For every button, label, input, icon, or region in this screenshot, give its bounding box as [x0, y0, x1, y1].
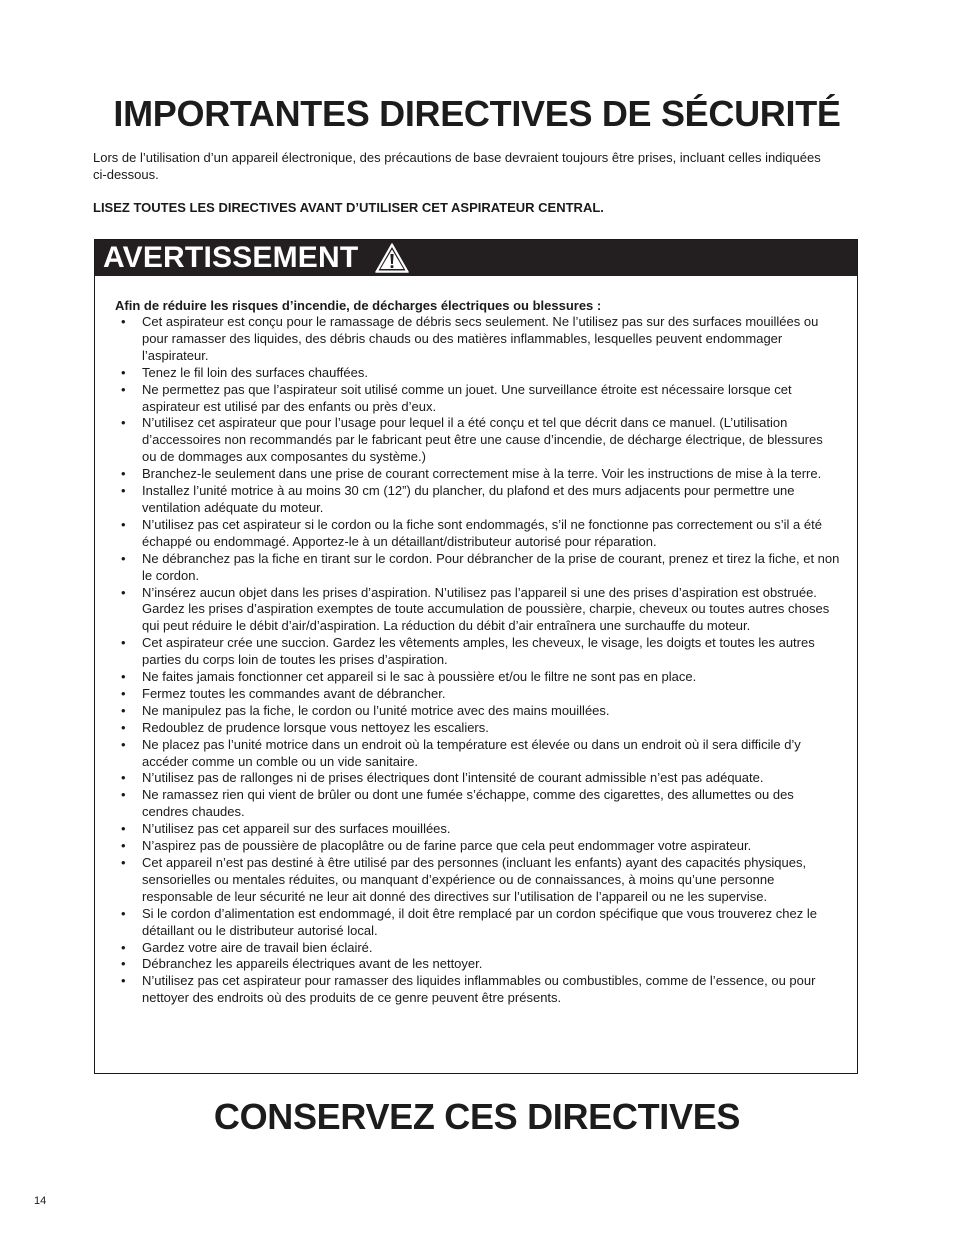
bullet: • [121, 719, 126, 735]
bullet: • [121, 770, 126, 786]
list-item [115, 635, 840, 669]
bullet: • [121, 787, 126, 803]
list-item-text: Ne placez pas l’unité motrice dans un endroit où la température est élevée ou dans un endroit où il sera difficile d’y accéder comme un comble ou un vide sanitaire. [142, 736, 801, 769]
list-item [115, 415, 840, 466]
list-item-text: N’utilisez pas cet appareil sur des surfaces mouillées. [142, 821, 451, 837]
list-item [115, 821, 840, 838]
list-item-text: Ne débranchez pas la fiche en tirant sur le cordon. Pour débrancher de la prise de courant, prenez et tirez la fiche, et non le cordon. [142, 550, 840, 583]
warning-banner [95, 240, 857, 276]
list-item-text: N’utilisez pas cet aspirateur pour ramasser des liquides inflammables ou combustibles, comme de l’essence, ou pour nettoyer des endroits où des produits de ce genre peuvent être présents. [142, 973, 816, 1006]
list-item [115, 551, 840, 585]
list-item-text: Tenez le fil loin des surfaces chauffées. [142, 364, 368, 380]
list-item [115, 906, 840, 940]
list-item-text: Fermez toutes les commandes avant de débrancher. [142, 685, 446, 701]
bullet: • [121, 550, 126, 566]
warning-box [94, 239, 858, 1074]
list-item-text: Ne ramassez rien qui vient de brûler ou dont une fumée s’échappe, comme des cigarettes, des allumettes ou des cendres chaudes. [142, 787, 794, 820]
list-item [115, 956, 840, 973]
bullet: • [121, 736, 126, 752]
warning-triangle-icon [374, 242, 410, 274]
bullet: • [121, 838, 126, 854]
bullet: • [121, 939, 126, 955]
bullet: • [121, 685, 126, 701]
list-item [115, 585, 840, 636]
list-item-text: Cet aspirateur est conçu pour le ramassage de débris secs seulement. Ne l’utilisez pas sur des surfaces mouillées ou pour ramasser des liquides, des débris chauds ou des matières inflammables, lesquelles peuvent endommager l’aspirateur. [142, 314, 819, 363]
list-item [115, 838, 840, 855]
list-item-text: Cet appareil n’est pas destiné à être utilisé par des personnes (incluant les enfants) ayant des capacités physiques, sensorielles ou mentales réduites, ou manquant d’expérience ou de connaissances, à moins qu’une personne responsable de leur sécurité ne leur ait donné des directives sur l’utilisation de l’appareil ou ne les supervise. [142, 855, 807, 904]
list-item [115, 770, 840, 787]
bullet: • [121, 669, 126, 685]
warning-intro: Afin de réduire les risques d’incendie, de décharges électriques ou blessures : [115, 298, 602, 313]
list-item [115, 483, 840, 517]
bullet: • [121, 516, 126, 532]
list-item-text: Débranchez les appareils électriques avant de les nettoyer. [142, 956, 483, 972]
bullet: • [121, 364, 126, 380]
list-item-text: Installez l’unité motrice à au moins 30 cm (12”) du plancher, du plafond et des murs adjacents pour permettre une ventilation adéquate du moteur. [142, 483, 795, 515]
bullet: • [121, 466, 126, 482]
list-item-text: N’utilisez cet aspirateur que pour l’usage pour lequel il a été conçu et tel que décrit dans ce manuel. (L’utilisation d’accessoires non recommandés par le fabricant peut être une cause d’incendie, de décharge électrique, de blessures ou de dommages aux composantes du système.) [142, 415, 823, 465]
list-item [115, 382, 840, 416]
list-item-text: Si le cordon d’alimentation est endommagé, il doit être remplacé par un cordon spécifique que vous trouverez chez le détaillant ou le distributeur autorisé local. [142, 905, 817, 938]
list-item-text: N’insérez aucun objet dans les prises d’aspiration. N’utilisez pas l’appareil si une des prises d’aspiration est obstruée. Gardez les prises d’aspiration exemptes de toute accumulation de poussière, charpie, cheveux ou toutes autres choses qui peut réduire le débit d’air/d’aspiration. La réduction du débit d’air entraînera une surchauffe du moteur. [142, 584, 830, 634]
list-item-text: Gardez votre aire de travail bien éclairé. [142, 939, 373, 955]
read-all-directive: LISEZ TOUTES LES DIRECTIVES AVANT D’UTILISER CET ASPIRATEUR CENTRAL. [93, 200, 604, 215]
bullet: • [121, 381, 126, 397]
bullet: • [121, 584, 126, 600]
warning-body [115, 297, 840, 1007]
list-item [115, 855, 840, 906]
list-item-text: Ne permettez pas que l’aspirateur soit utilisé comme un jouet. Une surveillance étroite est nécessaire lorsque cet aspirateur est utilisé par des enfants ou près d’eux. [142, 381, 792, 414]
bullet: • [121, 635, 126, 651]
list-item [115, 703, 840, 720]
list-item [115, 940, 840, 957]
list-item [115, 973, 840, 1007]
list-item [115, 365, 840, 382]
page-title: IMPORTANTES DIRECTIVES DE SÉCURITÉ [113, 93, 841, 134]
footer-title: CONSERVEZ CES DIRECTIVES [213, 1096, 741, 1137]
list-item-text: N’utilisez pas de rallonges ni de prises électriques dont l’intensité de courant admissible n’est pas adéquate. [142, 770, 764, 786]
list-item-text: Redoublez de prudence lorsque vous nettoyez les escaliers. [142, 719, 489, 735]
bullet: • [121, 821, 126, 837]
bullet: • [121, 956, 126, 972]
bullet: • [121, 415, 126, 431]
bullet: • [121, 973, 126, 989]
list-item [115, 720, 840, 737]
bullet: • [121, 483, 126, 499]
list-item-text: Ne manipulez pas la fiche, le cordon ou l’unité motrice avec des mains mouillées. [142, 702, 610, 718]
list-item [115, 686, 840, 703]
page-number: 14 [34, 1195, 47, 1207]
list-item-text: Ne faites jamais fonctionner cet appareil si le sac à poussière et/ou le filtre ne sont pas en place. [142, 669, 697, 685]
warning-list [115, 314, 840, 1007]
list-item-text: Branchez-le seulement dans une prise de courant correctement mise à la terre. Voir les instructions de mise à la terre. [142, 466, 822, 482]
list-item [115, 737, 840, 771]
warning-label: AVERTISSEMENT [103, 241, 359, 274]
list-item [115, 517, 840, 551]
list-item [115, 669, 840, 686]
list-item-text: Cet aspirateur crée une succion. Gardez les vêtements amples, les cheveux, le visage, les doigts et toutes les autres parties du corps loin de toutes les prises d’aspiration. [142, 635, 815, 668]
list-item-text: N’utilisez pas cet aspirateur si le cordon ou la fiche sont endommagés, s’il ne fonctionne pas correctement ou s’il a été échappé ou endommagé. Apportez-le à un détaillant/distributeur autorisé pour réparation. [142, 516, 822, 549]
bullet: • [121, 905, 126, 921]
intro-paragraph: Lors de l’utilisation d’un appareil électronique, des précautions de base devraient toujours être prises, incluant celles indiquées ci-dessous. [93, 150, 821, 182]
list-item-text: N’aspirez pas de poussière de placoplâtre ou de farine parce que cela peut endommager votre aspirateur. [142, 838, 752, 854]
list-item [115, 466, 840, 483]
bullet: • [121, 855, 126, 870]
list-item [115, 314, 840, 365]
list-item [115, 787, 840, 821]
bullet: • [121, 314, 126, 329]
bullet: • [121, 702, 126, 718]
